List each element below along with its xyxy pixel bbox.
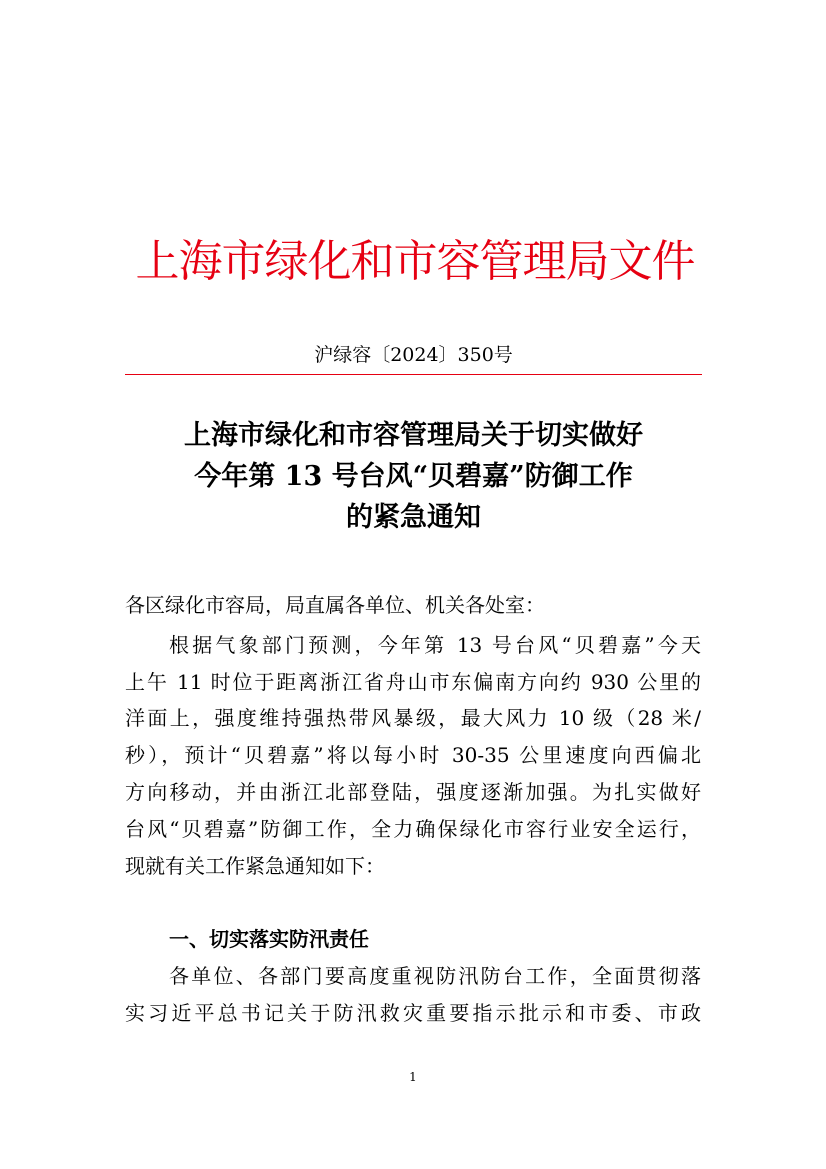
document-header-title: 上海市绿化和市容管理局文件 — [135, 236, 695, 287]
salutation: 各区绿化市容局，局直属各单位、机关各处室： — [125, 593, 545, 617]
subject-title-line-1: 上海市绿化和市容管理局关于切实做好 — [184, 420, 643, 451]
paragraph-line: 根据气象部门预测，今年第 13 号台风“贝碧嘉”今天 — [169, 633, 701, 657]
paragraph-line: 各单位、各部门要高度重视防汛防台工作，全面贯彻落 — [169, 964, 701, 988]
paragraph-line: 秒），预计“贝碧嘉”将以每小时 30-35 公里速度向西偏北 — [125, 743, 701, 767]
page-number: 1 — [409, 1070, 417, 1084]
paragraph-line: 台风“贝碧嘉”防御工作，全力确保绿化市容行业安全运行， — [125, 817, 701, 841]
red-divider — [125, 374, 702, 375]
paragraph-line: 洋面上，强度维持强热带风暴级，最大风力 10 级（28 米/ — [125, 706, 701, 730]
paragraph-line: 现就有关工作紧急通知如下： — [125, 854, 385, 878]
section-heading: 一、切实落实防汛责任 — [169, 927, 369, 951]
paragraph-line: 方向移动，并由浙江北部登陆，强度逐渐加强。为扎实做好 — [125, 780, 701, 804]
subject-title-line-3: 的紧急通知 — [346, 502, 481, 533]
paragraph-line: 上午 11 时位于距离浙江省舟山市东偏南方向约 930 公里的 — [125, 670, 701, 694]
subject-title-line-2: 今年第 13 号台风“贝碧嘉”防御工作 — [194, 461, 633, 492]
paragraph-line: 实习近平总书记关于防汛救灾重要指示批示和市委、市政 — [125, 1001, 701, 1025]
document-number: 沪绿容〔2024〕350号 — [314, 344, 513, 366]
